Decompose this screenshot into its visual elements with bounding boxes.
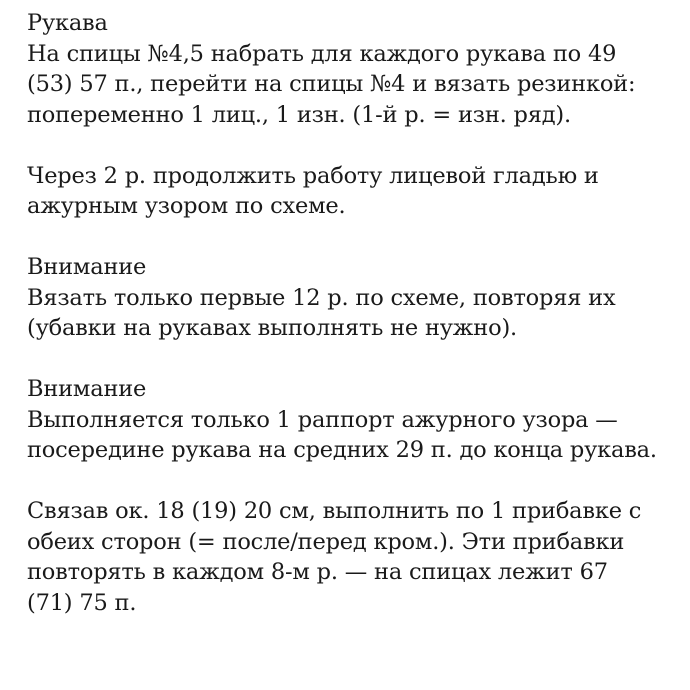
- paragraph-increases: [27, 496, 677, 618]
- paragraph-line: повторять в каждом 8-м р. — на спицах лежит 67: [27, 559, 608, 585]
- paragraph-spacer: [27, 344, 677, 375]
- section-heading: Рукава: [27, 10, 108, 36]
- paragraph-spacer: [27, 466, 677, 497]
- section-attention-1: [27, 252, 677, 344]
- paragraph-line: посередине рукава на средних 29 п. до конца рукава.: [27, 437, 657, 463]
- paragraph-line: Через 2 р. продолжить работу лицевой гладью и: [27, 162, 599, 189]
- section-attention-2: [27, 374, 677, 466]
- paragraph-spacer: [27, 130, 677, 161]
- paragraph-line: Выполняется только 1 раппорт ажурного узора —: [27, 406, 618, 433]
- paragraph-line: (убавки на рукавах выполнять не нужно).: [27, 315, 517, 341]
- paragraph-line: попеременно 1 лиц., 1 изн. (1-й р. = изн. ряд).: [27, 101, 571, 128]
- paragraph-line: ажурным узором по схеме.: [27, 193, 346, 219]
- section-heading: Внимание: [27, 254, 147, 280]
- paragraph-line: Вязать только первые 12 р. по схеме, повторяя их: [27, 284, 616, 311]
- paragraph-continue-pattern: [27, 161, 677, 222]
- paragraph-line: Связав ок. 18 (19) 20 см, выполнить по 1 прибавке с: [27, 498, 642, 524]
- section-heading: Внимание: [27, 376, 147, 402]
- paragraph-line: обеих сторон (= после/перед кром.). Эти прибавки: [27, 528, 625, 555]
- paragraph-line: На спицы №4,5 набрать для каждого рукава по 49: [27, 40, 617, 67]
- section-sleeves: [27, 8, 677, 130]
- document-page: [27, 8, 677, 618]
- paragraph-line: (71) 75 п.: [27, 589, 137, 616]
- paragraph-line: (53) 57 п., перейти на спицы №4 и вязать резинкой:: [27, 71, 636, 97]
- paragraph-spacer: [27, 222, 677, 253]
